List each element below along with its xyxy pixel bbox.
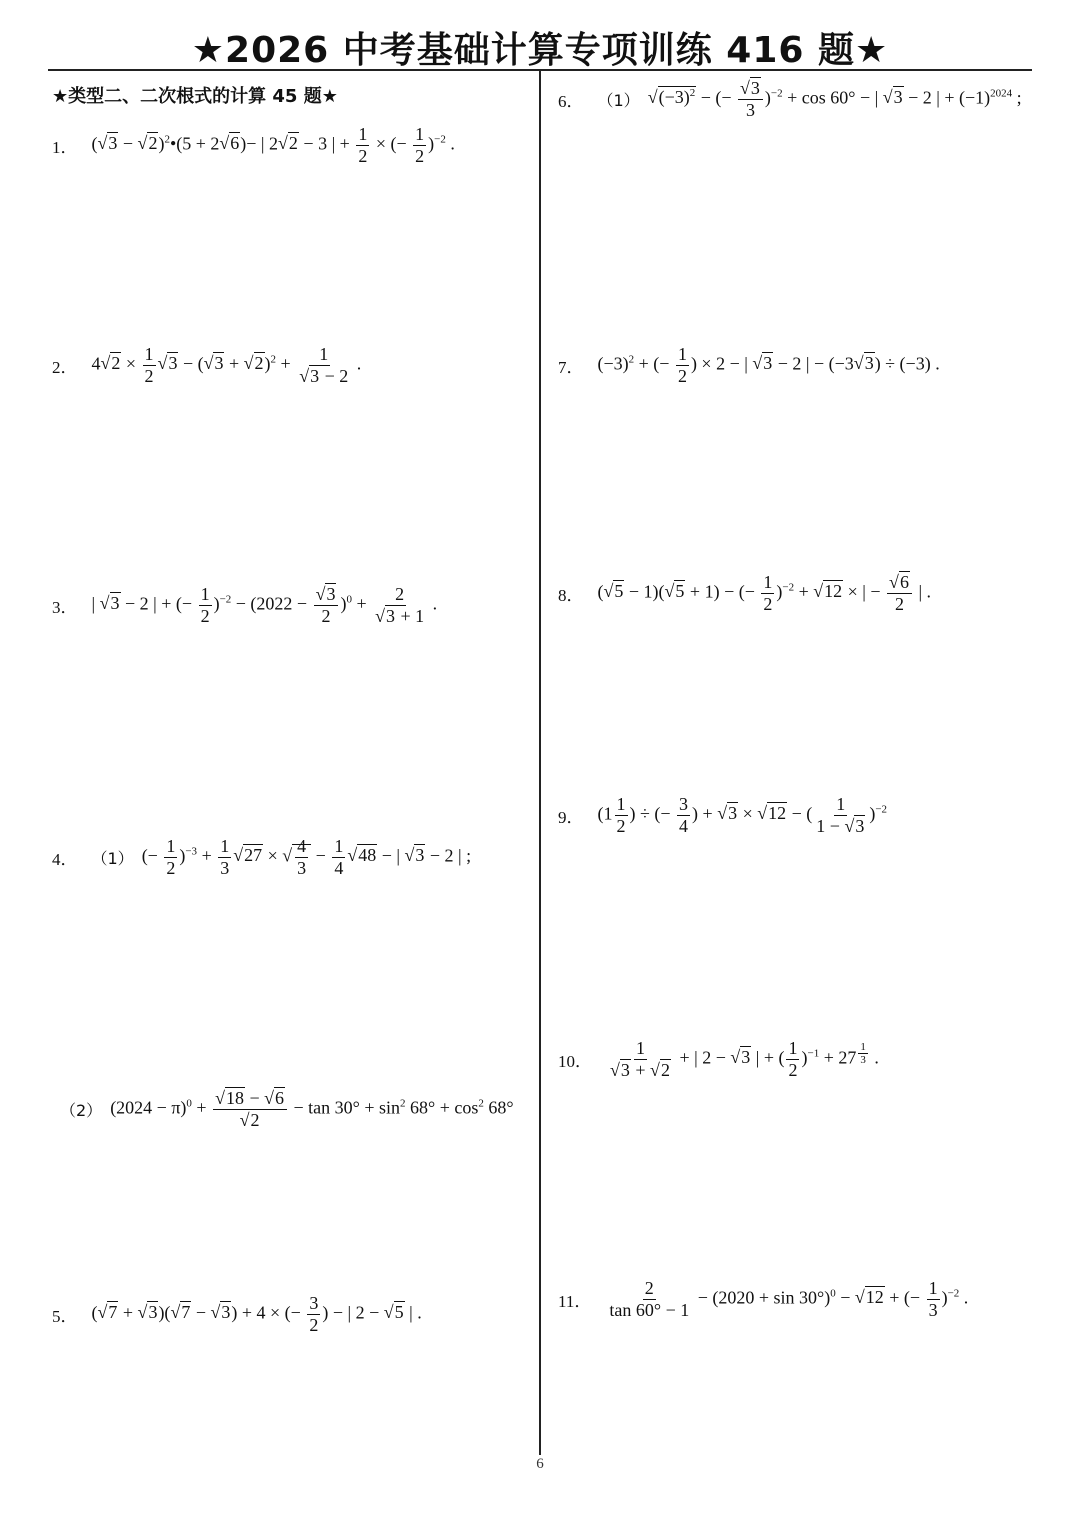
problem-4-part-2 [60, 1088, 514, 1130]
subproblem-label: （1） [597, 90, 640, 110]
problem-2 [52, 344, 361, 386]
problem-expression: $(-3)^2$ + (− $\frac{1}{2}$ ) × 2 − | √3 − 2 | − (−3√3) ÷ (−3) . [597, 344, 940, 386]
problem-number: 6． [558, 91, 584, 111]
section-heading: ★类型二、二次根式的计算 45 题★ [52, 86, 338, 107]
problem-expression: $√(-3)^2$ − (− $\frac{√3}{3}$ )$^{-2}$ + cos 60° − | √3 − 2 | + $(-1)^{2024}$ ; [647, 78, 1022, 120]
subproblem-label: （2） [60, 1100, 103, 1120]
problem-4-part-1 [52, 836, 471, 878]
problem-number: 10． [558, 1051, 592, 1071]
problem-9 [558, 794, 887, 836]
page-title: ★2026 中考基础计算专项训练 416 题★ [191, 30, 889, 71]
problem-number: 11． [558, 1291, 592, 1311]
problem-number: 2． [52, 357, 78, 377]
problem-number: 7． [558, 357, 584, 377]
column-divider [539, 71, 541, 1455]
problem-expression: (1 $\frac{1}{2}$ ) ÷ (− $\frac{3}{4}$ ) + √3 × √12 − ( $\frac{1}{1 - √3}$ )$^{-2}$ [597, 794, 888, 836]
problem-expression: $(2024 - \pi)^0$ + $\frac{√18 - √6}{√2}$ − $\tan 30^\circ + \sin^2 68^\circ + \cos^2 68^\circ$ [110, 1088, 514, 1130]
problem-expression: 4√2 × $\frac{1}{2}$ $√3 - (√3 + √2)^2$ + $\frac{1}{√3 - 2}$ . [91, 344, 362, 386]
problem-expression: $(√3 - √2)^2•(5 + 2√6)-$ | 2√2 − 3 | + $\frac{1}{2}$ × (− $\frac{1}{2}$ )$^{-2}$ . [91, 124, 455, 166]
problem-7 [558, 344, 940, 386]
problem-10 [558, 1038, 879, 1080]
problem-expression: (√7 + √3)(√7 − √3) + 4 × (− $\frac{3}{2}$ ) − | 2 − √5 | . [91, 1293, 422, 1335]
problem-8 [558, 572, 931, 614]
problem-expression: | √3 − 2 | + (− $\frac{1}{2}$ )$^{-2}$ − (2022 − $\frac{√3}{2}$ )$^0$ + $\frac{2}{√3 + 1}$ . [91, 584, 438, 626]
problem-number: 9． [558, 807, 584, 827]
problem-number: 8． [558, 585, 584, 605]
problem-1 [52, 124, 455, 166]
problem-expression: (− $\frac{1}{2}$ )$^{-3}$ + $\frac{1}{3}$ √27 × √ $\frac{4}{3}$ − $\frac{1}{4}$ √48 − | √3 − 2 | ; [141, 836, 472, 878]
problem-3 [52, 584, 437, 626]
problem-expression: (√5 − 1)(√5 + 1) − (− $\frac{1}{2}$ )$^{-2}$ + √12 × | − $\frac{√6}{2}$ | . [597, 572, 932, 614]
problem-number: 4． [52, 849, 78, 869]
problem-expression: $\frac{1}{√3 + √2}$ + | 2 − √3 | + ( $\frac{1}{2}$ )$^{-1}$ + 27 $^{\frac{1}{3}}$ . [610, 1038, 879, 1080]
subproblem-label: （1） [91, 848, 134, 868]
problem-5 [52, 1293, 422, 1335]
problem-number: 1． [52, 137, 78, 157]
problem-number: 3． [52, 597, 78, 617]
page-number: 6 [536, 1456, 544, 1472]
problem-number: 5． [52, 1306, 78, 1326]
problem-expression: $\frac{2}{\tan 60^\circ - 1}$ − $(2020 + \sin 30^\circ)^0 - √12$ + (− $\frac{1}{3}$ )$^{-2}$ . [609, 1278, 969, 1320]
problem-6 [558, 78, 1022, 120]
problem-11 [558, 1278, 968, 1320]
